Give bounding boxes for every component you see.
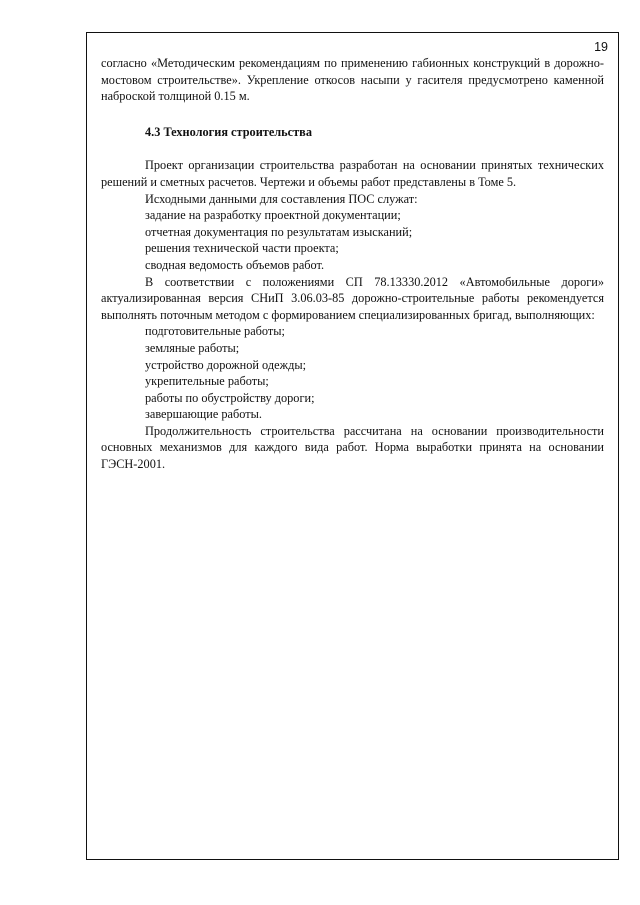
list-item: задание на разработку проектной документации; (145, 208, 401, 223)
list-item: завершающие работы. (145, 407, 262, 422)
works-list (101, 323, 604, 423)
section-heading: 4.3 Технология строительства (145, 124, 312, 139)
document-body (101, 55, 604, 473)
list-item: работы по обустройству дороги; (145, 390, 315, 405)
list-item: земляные работы; (145, 340, 240, 355)
list-item: устройство дорожной одежды; (145, 357, 307, 372)
paragraph-duration: Продолжительность строительства рассчитана на основании производительности основных механизмов для каждого вида работ. Норма выработки принята на основании ГЭСН-2001. (101, 423, 604, 472)
input-data-list (101, 207, 604, 273)
intro-paragraph: согласно «Методическим рекомендациям по применению габионных конструкций в дорожно-мостовом строительстве». Укрепление откосов насыпи у гасителя предусмотрено каменной наброской толщиной 0.15 м. (101, 56, 604, 104)
paragraph-project-basis: Проект организации строительства разработан на основании принятых технических решений и сметных расчетов. Чертежи и объемы работ представлены в Томе 5. (101, 158, 604, 189)
list-item: решения технической части проекта; (145, 241, 339, 256)
paragraph-input-data: Исходными данными для составления ПОС служат: (145, 191, 418, 206)
paragraph-flow-method: В соответствии с положениями СП 78.13330.2012 «Автомобильные дороги» актуализированная версия СНиП 3.06.03-85 дорожно-строительные работы рекомендуется выполнять поточным методом с формированием специализированных бригад, выполняющих: (101, 274, 604, 322)
page-number: 19 (594, 40, 608, 54)
page-frame (86, 32, 619, 860)
list-item: подготовительные работы; (145, 324, 285, 339)
list-item: сводная ведомость объемов работ. (145, 257, 325, 272)
list-item: отчетная документация по результатам изысканий; (145, 224, 413, 239)
list-item: укрепительные работы; (145, 374, 269, 389)
